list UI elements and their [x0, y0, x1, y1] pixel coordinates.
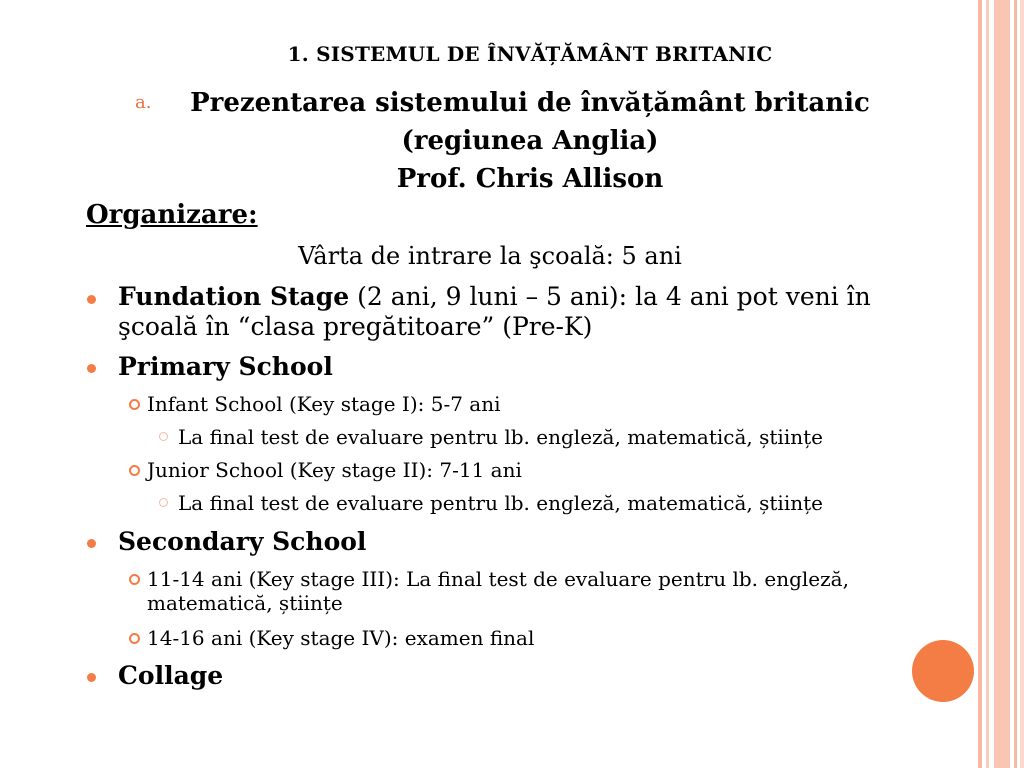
stripe [986, 0, 989, 768]
list-item [118, 661, 958, 691]
list-item [118, 282, 958, 342]
subtitle-line: Prof. Chris Allison [396, 164, 664, 194]
bullet-icon [87, 539, 96, 548]
sub-bullet-icon [129, 399, 140, 410]
bullet-icon [87, 295, 96, 304]
subtitle-line: Prezentarea sistemului de învățământ britanic [190, 88, 870, 118]
stripe [1020, 0, 1024, 768]
sub-bullet-icon [129, 574, 140, 585]
bullet-icon [87, 364, 96, 373]
list-item-text: (2 ani, 9 luni – 5 ani): la 4 ani pot veni în şcoală în “clasa pregătitoare” (Pre-K) [118, 282, 871, 341]
list-item [118, 352, 958, 382]
subtitle-line: (regiunea Anglia) [401, 126, 659, 156]
entry-age-text: Vârta de intrare la şcoală: 5 ani [298, 242, 682, 270]
list-item-bold: Primary School [118, 352, 333, 381]
section-heading: Organizare: [86, 200, 258, 230]
bullet-icon [87, 673, 96, 682]
sub-bullet-icon [129, 633, 140, 644]
subtitle-list-marker: a. [135, 92, 152, 113]
list-item: 11-14 ani (Key stage III): La final test de evaluare pentru lb. engleză, matematică, științe [147, 567, 849, 615]
list-item-bold: Secondary School [118, 527, 367, 556]
stripe [994, 0, 1010, 768]
sub-bullet-icon [129, 465, 140, 476]
list-item: 14-16 ani (Key stage IV): examen final [147, 626, 535, 650]
stripe [978, 0, 982, 768]
list-item [118, 527, 958, 557]
slide-subtitle [130, 84, 930, 198]
sub-sub-bullet-icon [159, 432, 168, 441]
list-item: La final test de evaluare pentru lb. engleză, matematică, științe [178, 491, 823, 515]
decorative-side-stripes [978, 0, 1024, 768]
list-item-bold: Fundation Stage [118, 282, 350, 311]
list-item: Infant School (Key stage I): 5-7 ani [147, 392, 501, 416]
list-item: Junior School (Key stage II): 7-11 ani [147, 458, 522, 482]
slide-title: 1. SISTEMUL DE ÎNVĂȚĂMÂNT BRITANIC [287, 42, 773, 66]
stripe [1014, 0, 1017, 768]
list-item-bold: Collage [118, 661, 224, 690]
list-item: La final test de evaluare pentru lb. engleză, matematică, științe [178, 425, 823, 449]
sub-sub-bullet-icon [159, 498, 168, 507]
